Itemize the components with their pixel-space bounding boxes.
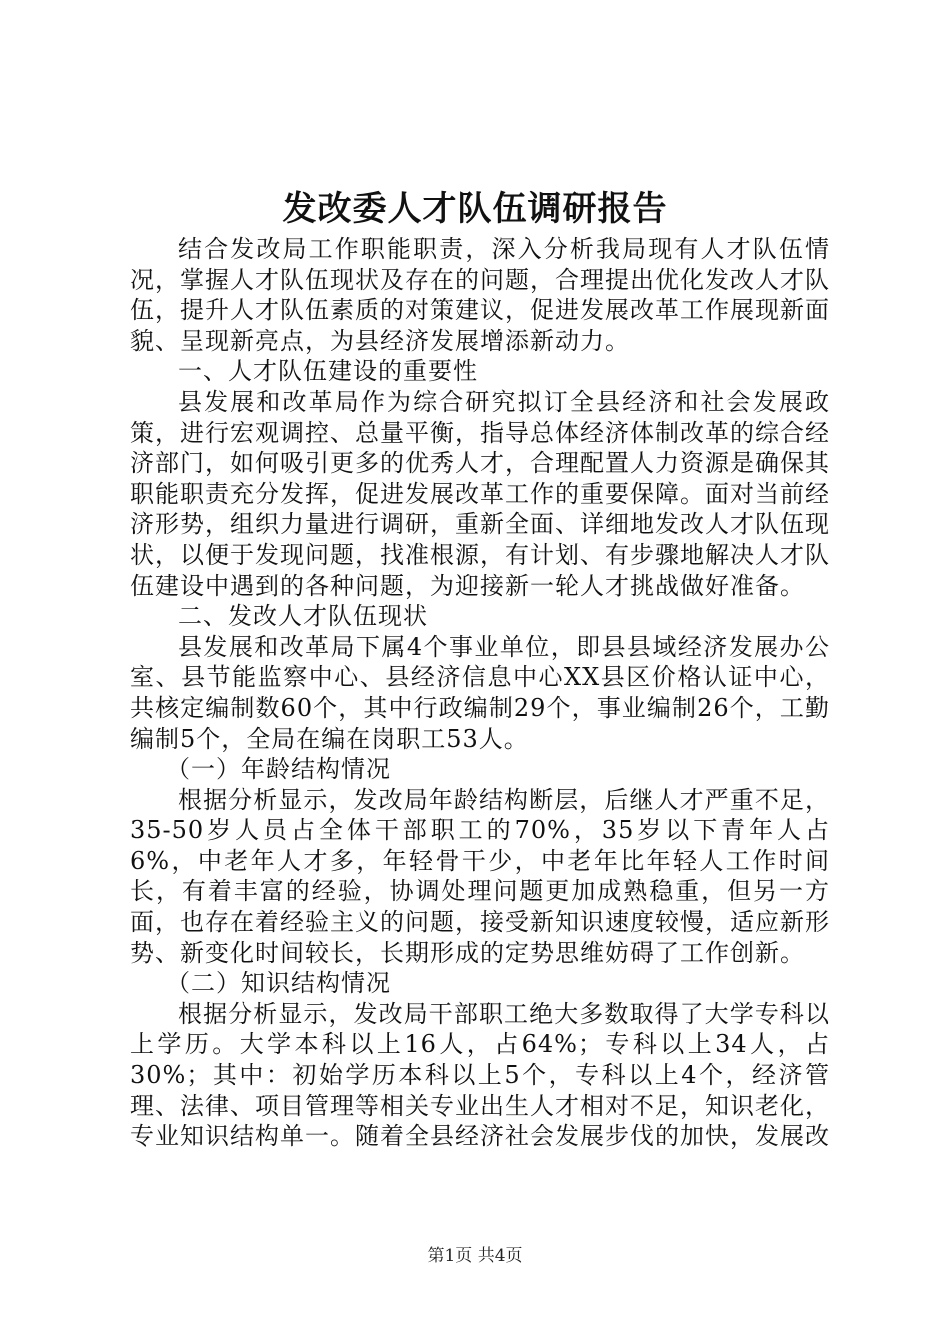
subsection-heading-age: （一）年龄结构情况: [166, 755, 391, 784]
page-footer: 第1页 共4页: [427, 1246, 523, 1266]
document-title: 发改委人才队伍调研报告: [282, 189, 668, 229]
section-heading-2: 二、发改人才队伍现状: [178, 602, 428, 631]
paragraph-knowledge: 根据分析显示，发改局干部职工绝大多数取得了大学专科以上学历。大学本科以上16人，占64%；专科以上34人，占30%；其中：初始学历本科以上5个，专科以上4个，经济管理、法律、项目管理等相关专业出生人才相对不足，知识老化，专业知识结构单一。随着全县经济社会发展步伐的加快，发展改: [130, 999, 830, 1151]
paragraph-intro: 结合发改局工作职能职责，深入分析我局现有人才队伍情况，掌握人才队伍现状及存在的问题，合理提出优化发改人才队伍，提升人才队伍素质的对策建议，促进发展改革工作展现新面貌、呈现新亮点，为县经济发展增添新动力。: [130, 235, 830, 355]
section-heading-1: 一、人才队伍建设的重要性: [178, 357, 478, 386]
paragraph-age: 根据分析显示，发改局年龄结构断层，后继人才严重不足，35-50岁人员占全体干部职工的70%，35岁以下青年人占6%，中老年人才多，年轻骨干少，中老年比年轻人工作时间长，有着丰富的经验，协调处理问题更加成熟稳重，但另一方面，也存在着经验主义的问题，接受新知识速度较慢，适应新形势、新变化时间较长，长期形成的定势思维妨碍了工作创新。: [130, 785, 830, 967]
paragraph-status: 县发展和改革局下属4个事业单位，即县县域经济发展办公室、县节能监察中心、县经济信息中心XX县区价格认证中心，共核定编制数60个，其中行政编制29个，事业编制26个，工勤编制5个，全局在编在岗职工53人。: [130, 632, 830, 753]
document-body: [130, 234, 830, 1152]
subsection-heading-knowledge: （二）知识结构情况: [166, 969, 391, 998]
paragraph-importance: 县发展和改革局作为综合研究拟订全县经济和社会发展政策，进行宏观调控、总量平衡，指导总体经济体制改革的综合经济部门，如何吸引更多的优秀人才，合理配置人力资源是确保其职能职责充分发挥，促进发展改革工作的重要保障。面对当前经济形势，组织力量进行调研，重新全面、详细地发改人才队伍现状，以便于发现问题，找准根源，有计划、有步骤地解决人才队伍建设中遇到的各种问题，为迎接新一轮人才挑战做好准备。: [130, 387, 830, 600]
